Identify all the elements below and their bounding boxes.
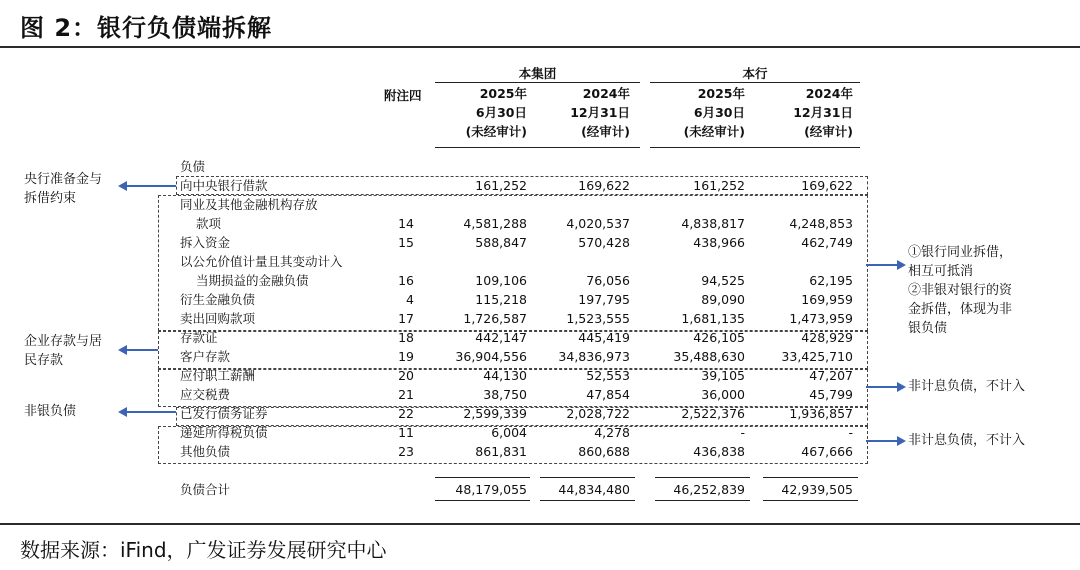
total-value: 48,179,055 <box>455 482 527 497</box>
row-note: 18 <box>398 330 414 345</box>
column-date: 6月30日 <box>475 105 527 120</box>
row-value: 161,252 <box>475 178 527 193</box>
arrow-left <box>126 349 158 351</box>
total-rule <box>655 477 750 478</box>
row-label: 其他负债 <box>180 444 231 459</box>
column-header <box>753 84 853 141</box>
row-label: 拆入资金 <box>180 235 231 250</box>
annotation-non-interest-1: 非计息负债，不计入 <box>908 379 1026 394</box>
annotation-non-bank: 非银负债 <box>24 404 77 419</box>
row-value: 89,090 <box>701 292 745 307</box>
arrow-left <box>126 411 176 413</box>
row-value: 4,581,288 <box>463 216 527 231</box>
row-label: 当期损益的金融负债 <box>196 273 309 288</box>
row-value: 1,523,555 <box>566 311 630 326</box>
total-underline <box>655 500 750 501</box>
row-value: - <box>740 425 745 440</box>
column-year: 2025年 <box>479 86 527 101</box>
row-note: 15 <box>398 235 414 250</box>
row-value: 438,966 <box>693 235 745 250</box>
row-value: 197,795 <box>578 292 630 307</box>
row-value: 1,726,587 <box>463 311 527 326</box>
box-other <box>158 426 868 464</box>
row-value: 4,020,537 <box>566 216 630 231</box>
row-label: 向中央银行借款 <box>180 178 268 193</box>
row-value: 1,473,959 <box>789 311 853 326</box>
row-label: 应交税费 <box>180 387 231 402</box>
row-note: 17 <box>398 311 414 326</box>
column-audit: (未经审计) <box>683 124 745 139</box>
row-value: 34,836,973 <box>558 349 630 364</box>
group-header-bank: 本行 <box>742 66 768 81</box>
row-note: 14 <box>398 216 414 231</box>
row-label: 款项 <box>196 216 222 231</box>
row-value: 2,028,722 <box>566 406 630 421</box>
row-value: 94,525 <box>701 273 745 288</box>
row-value: 47,854 <box>586 387 630 402</box>
row-note: 21 <box>398 387 414 402</box>
column-year: 2025年 <box>697 86 745 101</box>
total-rule <box>763 477 858 478</box>
column-header <box>530 84 630 141</box>
group-underline <box>435 82 640 83</box>
row-label: 衍生金融负债 <box>180 292 256 307</box>
column-year: 2024年 <box>805 86 853 101</box>
row-value: 588,847 <box>475 235 527 250</box>
row-note: 19 <box>398 349 414 364</box>
table-row <box>0 157 1080 176</box>
box-interbank <box>158 195 868 331</box>
total-underline <box>435 500 530 501</box>
group-header-group: 本集团 <box>518 66 557 81</box>
column-header <box>645 84 745 141</box>
row-label: 应付职工薪酬 <box>180 368 256 383</box>
row-value: 169,622 <box>578 178 630 193</box>
row-note: 22 <box>398 406 414 421</box>
row-label: 递延所得税负债 <box>180 425 268 440</box>
row-value: 2,522,376 <box>681 406 745 421</box>
row-value: 442,147 <box>475 330 527 345</box>
row-value: 428,929 <box>801 330 853 345</box>
row-value: 45,799 <box>809 387 853 402</box>
box-deposits <box>158 331 868 369</box>
row-note: 20 <box>398 368 414 383</box>
arrow-right <box>866 386 898 388</box>
row-value: 33,425,710 <box>781 349 853 364</box>
total-value: 44,834,480 <box>558 482 630 497</box>
arrow-left <box>126 185 176 187</box>
row-value: 169,959 <box>801 292 853 307</box>
row-label: 同业及其他金融机构存放 <box>180 197 318 212</box>
row-note: 4 <box>406 292 414 307</box>
row-value: 570,428 <box>578 235 630 250</box>
row-value: 36,000 <box>701 387 745 402</box>
row-value: 1,936,857 <box>789 406 853 421</box>
header-underline <box>650 147 860 148</box>
header-underline <box>435 147 640 148</box>
row-value: 4,838,817 <box>681 216 745 231</box>
row-value: 161,252 <box>693 178 745 193</box>
row-label: 卖出回购款项 <box>180 311 256 326</box>
row-value: 1,681,135 <box>681 311 745 326</box>
row-note: 11 <box>398 425 414 440</box>
row-value: 38,750 <box>483 387 527 402</box>
row-label: 客户存款 <box>180 349 231 364</box>
total-value: 42,939,505 <box>781 482 853 497</box>
row-label: 以公允价值计量且其变动计入 <box>180 254 343 269</box>
column-audit: (经审计) <box>581 124 630 139</box>
row-value: 35,488,630 <box>673 349 745 364</box>
column-date: 12月31日 <box>570 105 630 120</box>
total-underline <box>763 500 858 501</box>
row-value: 76,056 <box>586 273 630 288</box>
column-audit: (未经审计) <box>465 124 527 139</box>
row-value: 445,419 <box>578 330 630 345</box>
figure-title: 图 2：银行负债端拆解 <box>20 14 273 42</box>
column-audit: (经审计) <box>804 124 853 139</box>
row-value: 436,838 <box>693 444 745 459</box>
row-value: 47,207 <box>809 368 853 383</box>
annotation-non-interest-2: 非计息负债，不计入 <box>908 433 1026 448</box>
row-value: - <box>848 425 853 440</box>
row-value: 4,278 <box>594 425 630 440</box>
source-note: 数据来源：iFind，广发证券发展研究中心 <box>20 538 387 562</box>
box-central-bank-borrowing <box>176 176 868 195</box>
annotation-deposits: 企业存款与居 民存款 <box>24 334 103 368</box>
row-value: 169,622 <box>801 178 853 193</box>
total-row <box>0 480 1080 499</box>
column-date: 12月31日 <box>793 105 853 120</box>
row-value: 109,106 <box>475 273 527 288</box>
column-header <box>427 84 527 141</box>
row-value: 860,688 <box>578 444 630 459</box>
note-column-header: 附注四 <box>384 88 422 103</box>
row-value: 36,904,556 <box>455 349 527 364</box>
total-label: 负债合计 <box>180 482 231 497</box>
row-note: 23 <box>398 444 414 459</box>
column-year: 2024年 <box>582 86 630 101</box>
row-label: 已发行债务证券 <box>180 406 268 421</box>
row-label: 负债 <box>180 159 206 174</box>
total-rule <box>435 477 530 478</box>
row-value: 6,004 <box>491 425 527 440</box>
row-value: 861,831 <box>475 444 527 459</box>
arrow-right <box>866 440 898 442</box>
bottom-rule <box>0 523 1080 525</box>
total-value: 46,252,839 <box>673 482 745 497</box>
row-value: 39,105 <box>701 368 745 383</box>
column-date: 6月30日 <box>693 105 745 120</box>
row-value: 4,248,853 <box>789 216 853 231</box>
row-value: 44,130 <box>483 368 527 383</box>
row-value: 62,195 <box>809 273 853 288</box>
group-underline <box>650 82 860 83</box>
box-non-interest <box>158 369 868 407</box>
annotation-interbank: ①银行同业拆借， 相互可抵消 ②非银对银行的资 金拆借，体现为非 银负债 <box>908 245 1013 336</box>
row-value: 426,105 <box>693 330 745 345</box>
total-rule <box>540 477 635 478</box>
arrow-right <box>866 264 898 266</box>
row-value: 115,218 <box>475 292 527 307</box>
box-debt-securities <box>176 407 868 426</box>
total-underline <box>540 500 635 501</box>
row-note: 16 <box>398 273 414 288</box>
row-value: 2,599,339 <box>463 406 527 421</box>
row-value: 462,749 <box>801 235 853 250</box>
annotation-central-bank: 央行准备金与 拆借约束 <box>24 172 103 206</box>
row-value: 467,666 <box>801 444 853 459</box>
row-value: 52,553 <box>586 368 630 383</box>
row-label: 存款证 <box>180 330 218 345</box>
